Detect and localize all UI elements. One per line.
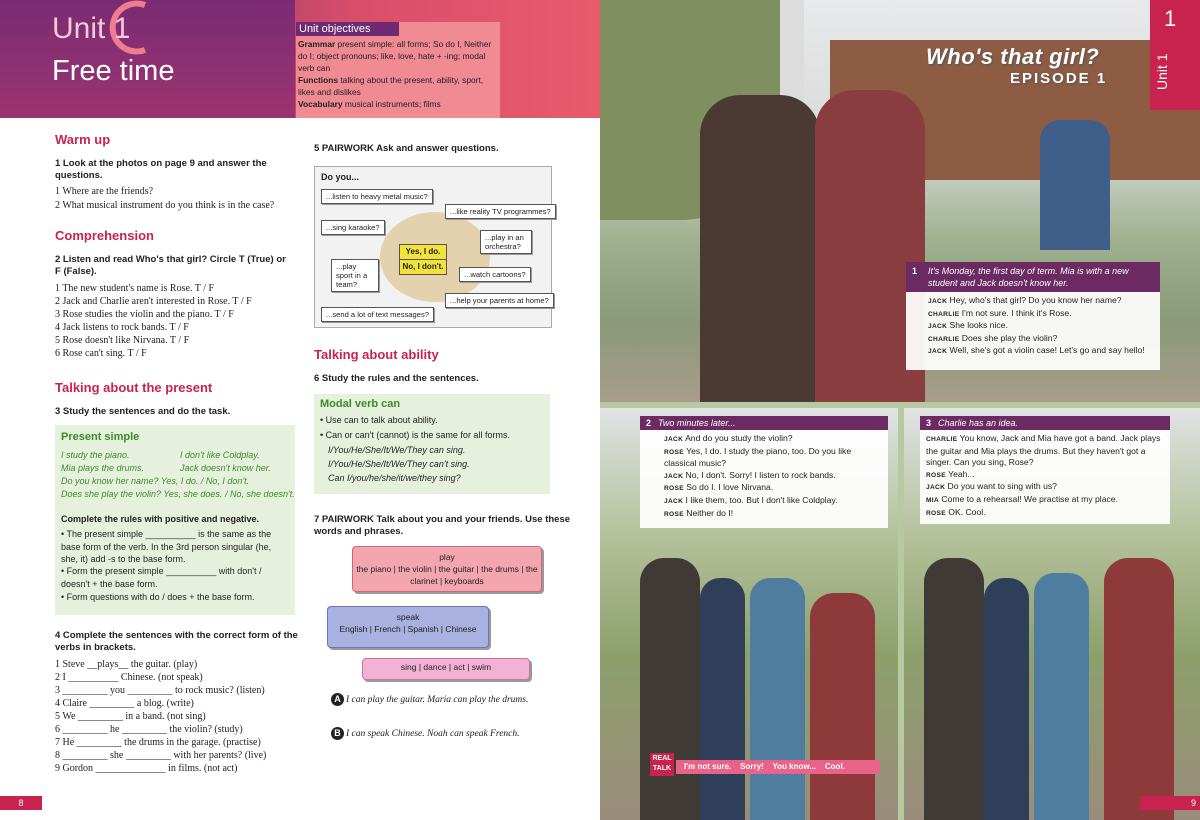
episode-subtitle: EPISODE 1 bbox=[1010, 70, 1108, 87]
line-text: And do you study the violin? bbox=[685, 433, 793, 443]
line-text: So do I. I love Nirvana. bbox=[686, 482, 774, 493]
person-jack-2 bbox=[640, 558, 700, 820]
unit-tab-label: Unit 1 bbox=[1154, 53, 1170, 90]
q4-list bbox=[55, 658, 300, 775]
play-label: play bbox=[439, 552, 455, 562]
person-jack-3 bbox=[924, 558, 984, 820]
list-item: 1 Steve __plays__ the guitar. (play) bbox=[55, 659, 198, 670]
dialogue-line bbox=[926, 433, 1164, 469]
can-example-2: I/You/He/She/It/We/They can't sing. bbox=[328, 459, 470, 469]
dialogue-line bbox=[926, 469, 1164, 482]
grammar-label: Grammar bbox=[298, 39, 336, 49]
rule-2: • Form the present simple __________ with don't / doesn't + the base form. bbox=[61, 566, 262, 589]
scene-3-dialogue bbox=[920, 416, 1170, 524]
person-mia-2 bbox=[700, 578, 745, 820]
line-text: She looks nice. bbox=[949, 320, 1008, 331]
line-text: Do you want to sing with us? bbox=[947, 481, 1057, 492]
list-item: 3 Rose studies the violin and the piano. T / F bbox=[55, 309, 234, 320]
scene-2-dialogue bbox=[640, 416, 888, 528]
can-example-1: I/You/He/She/It/We/They can sing. bbox=[328, 445, 466, 455]
rules-heading: Complete the rules with positive and negative. bbox=[61, 514, 260, 524]
q6-heading: 6 Study the rules and the sentences. bbox=[314, 373, 479, 384]
list-item: 6 _________ he _________ the violin? (study) bbox=[55, 724, 243, 735]
scene-2-intro bbox=[640, 416, 888, 430]
q4-heading: 4 Complete the sentences with the correct form of the verbs in brackets. bbox=[55, 630, 298, 653]
list-item: 1 The new student's name is Rose. T / F bbox=[55, 283, 215, 294]
unit-objectives-box bbox=[296, 22, 500, 118]
scene-3-intro-text: Charlie has an idea. bbox=[938, 418, 1019, 428]
bubble-heavy-metal: ...listen to heavy metal music? bbox=[321, 189, 433, 204]
list-item: 3 _________ you _________ to rock music? (listen) bbox=[55, 685, 265, 696]
speaker: CHARLIE bbox=[928, 310, 960, 318]
example-3: Do you know her name? Yes, I do. / No, I don't. bbox=[61, 476, 250, 486]
line-text: Come to a rehearsal! We practise at my place. bbox=[941, 493, 1118, 504]
unit-tab-number: 1 bbox=[1164, 6, 1177, 31]
present-simple-title: Present simple bbox=[61, 431, 140, 443]
bubble-help-parents: ...help your parents at home? bbox=[445, 293, 554, 308]
scene-3-number: 3 bbox=[926, 418, 932, 428]
speaker: ROSE bbox=[926, 509, 946, 517]
speaker-b-icon: B bbox=[331, 727, 344, 740]
scene-3-lines bbox=[920, 430, 1170, 519]
vocabulary-text: musical instruments; films bbox=[344, 99, 441, 109]
unit-label: Unit 1 bbox=[52, 12, 131, 45]
person-rose-3 bbox=[1034, 573, 1089, 820]
scene-1-lines bbox=[906, 292, 1160, 358]
line-text: Does she play the violin? bbox=[961, 332, 1058, 343]
other-phrases-box: sing | dance | act | swim bbox=[362, 658, 530, 680]
dialogue-line bbox=[928, 295, 1154, 308]
do-you-diagram bbox=[314, 166, 552, 328]
dialogue-line bbox=[926, 507, 1164, 520]
speaker: ROSE bbox=[664, 448, 684, 456]
scene-1-number: 1 bbox=[912, 266, 918, 276]
warm-up-question: 1 Look at the photos on page 9 and answer the questions. bbox=[55, 158, 267, 181]
person-mia-3 bbox=[984, 578, 1029, 820]
dialogue-line bbox=[928, 308, 1154, 321]
play-phrases-box bbox=[352, 546, 542, 592]
speak-items: English | French | Spanish | Chinese bbox=[339, 624, 477, 634]
person-rose-mia bbox=[1040, 120, 1110, 250]
present-simple-box bbox=[55, 425, 295, 615]
speaker: CHARLIE bbox=[926, 436, 958, 443]
line-text: Well, she's got a violin case! Let's go and say hello! bbox=[949, 345, 1145, 356]
dialogue-line bbox=[664, 433, 882, 446]
speaker: JACK bbox=[928, 348, 948, 356]
can-rule-2: • Can or can't (cannot) is the same for all forms. bbox=[320, 430, 510, 440]
grammar-text: present simple: all forms; So do I, Neither do I; object pronouns; like, love, hate + -ing; modal verb can bbox=[298, 39, 492, 73]
list-item: 4 Jack listens to rock bands. T / F bbox=[55, 322, 189, 333]
comprehension-list bbox=[55, 282, 300, 360]
rule-3: • Form questions with do / does + the base form. bbox=[61, 592, 255, 602]
episode-title: Who's that girl? bbox=[926, 44, 1100, 69]
page-number-left: 8 bbox=[0, 796, 42, 810]
speaker: JACK bbox=[664, 436, 684, 443]
no-label: No, I don't. bbox=[399, 259, 447, 275]
example-b: I can speak Chinese. Noah can speak French. bbox=[346, 729, 520, 739]
speaker: JACK bbox=[928, 323, 948, 331]
bubble-orchestra: ...play in an orchestra? bbox=[480, 230, 532, 254]
yes-label: Yes, I do. bbox=[399, 244, 447, 260]
speaker: CHARLIE bbox=[928, 335, 960, 343]
list-item: 2 Jack and Charlie aren't interested in Rose. T / F bbox=[55, 296, 252, 307]
example-1b: I don't like Coldplay. bbox=[180, 450, 260, 460]
objectives-body bbox=[298, 38, 498, 110]
warm-up-item-1: 1 Where are the friends? bbox=[55, 186, 154, 197]
list-item: 8 _________ she _________ with her parents? (live) bbox=[55, 750, 267, 761]
speaker: ROSE bbox=[664, 510, 684, 518]
dialogue-line bbox=[664, 495, 882, 508]
scene-3-intro bbox=[920, 416, 1170, 430]
list-item: 2 I __________ Chinese. (not speak) bbox=[55, 672, 203, 683]
speaker: JACK bbox=[664, 472, 684, 480]
q5-heading: 5 PAIRWORK Ask and answer questions. bbox=[314, 143, 499, 154]
example-2b: Jack doesn't know her. bbox=[180, 463, 271, 473]
list-item: 5 We _________ in a band. (not sing) bbox=[55, 711, 206, 722]
person-charlie-3 bbox=[1104, 558, 1174, 820]
scene-1-intro-text: It's Monday, the first day of term. Mia is with a new student and Jack doesn't know her. bbox=[928, 266, 1129, 288]
dialogue-line bbox=[926, 494, 1164, 507]
functions-text: talking about the present, ability, sport, likes and dislikes bbox=[298, 75, 484, 97]
speaker: ROSE bbox=[926, 471, 946, 479]
real-talk-badge bbox=[650, 753, 674, 776]
play-items: the piano | the violin | the guitar | the drums | the clarinet | keyboards bbox=[356, 564, 538, 586]
scene-1-dialogue bbox=[906, 262, 1160, 370]
speaker: JACK bbox=[926, 484, 946, 492]
unit-title: Free time bbox=[52, 55, 175, 87]
dialogue-line bbox=[664, 508, 882, 521]
scene-2-number: 2 bbox=[646, 418, 652, 428]
line-text: OK. Cool. bbox=[948, 506, 986, 517]
page-number-right: 9 bbox=[1140, 796, 1200, 810]
example-a: I can play the guitar. Maria can play the drums. bbox=[346, 695, 529, 705]
rule-1: • The present simple __________ is the same as the base form of the verb. In the 3rd person singular (he, she, it) add -s to the base form. bbox=[61, 529, 272, 564]
dialogue-line bbox=[928, 345, 1154, 358]
line-text: I'm not sure. I think it's Rose. bbox=[961, 307, 1072, 318]
person-jack bbox=[700, 95, 820, 402]
bubble-reality-tv: ...like reality TV programmes? bbox=[445, 204, 556, 219]
dialogue-line bbox=[664, 470, 882, 483]
real-talk-badge-top: REAL bbox=[652, 755, 672, 762]
dialogue-line bbox=[664, 482, 882, 495]
line-text: No, I don't. Sorry! I listen to rock bands. bbox=[685, 469, 836, 480]
person-rose-2 bbox=[750, 578, 805, 820]
line-text: Yeah... bbox=[948, 468, 975, 479]
warm-up-item-2: 2 What musical instrument do you think is in the case? bbox=[55, 200, 275, 211]
vocabulary-label: Vocabulary bbox=[298, 99, 343, 109]
unit-tab bbox=[1150, 0, 1200, 110]
line-text: Hey, who's that girl? Do you know her name? bbox=[949, 295, 1122, 305]
line-text: You know, Jack and Mia have got a band. Jack plays the guitar and Mia plays the drums. But they haven't got a singer. Can you sing, Rose? bbox=[926, 433, 1161, 468]
speak-phrases-box bbox=[327, 606, 489, 648]
objectives-heading: Unit objectives bbox=[296, 22, 399, 36]
list-item: 5 Rose doesn't like Nirvana. T / F bbox=[55, 335, 190, 346]
can-example-3: Can I/you/he/she/it/we/they sing? bbox=[328, 473, 461, 483]
line-text: Neither do I! bbox=[686, 507, 734, 518]
speaker: JACK bbox=[664, 497, 684, 505]
dialogue-line bbox=[926, 481, 1164, 494]
scene-2-intro-text: Two minutes later... bbox=[658, 418, 736, 428]
warm-up-heading: Warm up bbox=[55, 132, 111, 147]
talking-present-heading: Talking about the present bbox=[55, 380, 213, 395]
list-item: 7 He _________ the drums in the garage. (practise) bbox=[55, 737, 261, 748]
can-rule-1: • Use can to talk about ability. bbox=[320, 415, 438, 425]
scene-2-lines bbox=[640, 430, 888, 520]
example-4: Does she play the violin? Yes, she does. / No, she doesn't. bbox=[61, 489, 295, 499]
speak-label: speak bbox=[396, 612, 420, 622]
list-item: 9 Gordon ______________ in films. (not act) bbox=[55, 763, 238, 774]
q7-heading: 7 PAIRWORK Talk about you and your friends. Use these words and phrases. bbox=[314, 514, 571, 537]
dialogue-line bbox=[664, 446, 882, 470]
bubble-cartoons: ...watch cartoons? bbox=[459, 267, 531, 282]
dialogue-line bbox=[928, 333, 1154, 346]
q3-heading: 3 Study the sentences and do the task. bbox=[55, 406, 231, 417]
line-text: Yes, I do. I study the piano, too. Do you like classical music? bbox=[664, 445, 852, 469]
scene-1-intro bbox=[906, 262, 1160, 292]
speaker: ROSE bbox=[664, 485, 684, 493]
comprehension-question: 2 Listen and read Who's that girl? Circle T (True) or F (False). bbox=[55, 254, 286, 277]
speaker-a-icon: A bbox=[331, 693, 344, 706]
dialogue-line bbox=[928, 320, 1154, 333]
bubble-karaoke: ...sing karaoke? bbox=[321, 220, 385, 235]
speaker: JACK bbox=[928, 298, 948, 305]
example-2a: Mia plays the drums. bbox=[61, 463, 145, 473]
line-text: I like them, too. But I don't like Coldplay. bbox=[685, 494, 838, 505]
speaker: MIA bbox=[926, 496, 939, 504]
comprehension-heading: Comprehension bbox=[55, 228, 154, 243]
bubble-sport: ...play sport in a team? bbox=[331, 259, 379, 292]
right-page bbox=[600, 0, 1200, 820]
modal-can-title: Modal verb can bbox=[320, 398, 401, 410]
real-talk-phrases: I'm not sure. Sorry! You know... Cool. bbox=[676, 760, 880, 774]
bubble-text-messages: ...send a lot of text messages? bbox=[321, 307, 434, 322]
ability-heading: Talking about ability bbox=[314, 347, 439, 362]
modal-can-box bbox=[314, 394, 550, 494]
person-charlie-2 bbox=[810, 593, 875, 820]
example-1a: I study the piano. bbox=[61, 450, 130, 460]
real-talk-badge-bottom: TALK bbox=[652, 765, 672, 772]
functions-label: Functions bbox=[298, 75, 339, 85]
list-item: 6 Rose can't sing. T / F bbox=[55, 348, 147, 359]
list-item: 4 Claire _________ a blog. (write) bbox=[55, 698, 194, 709]
diagram-title: Do you... bbox=[321, 172, 359, 182]
